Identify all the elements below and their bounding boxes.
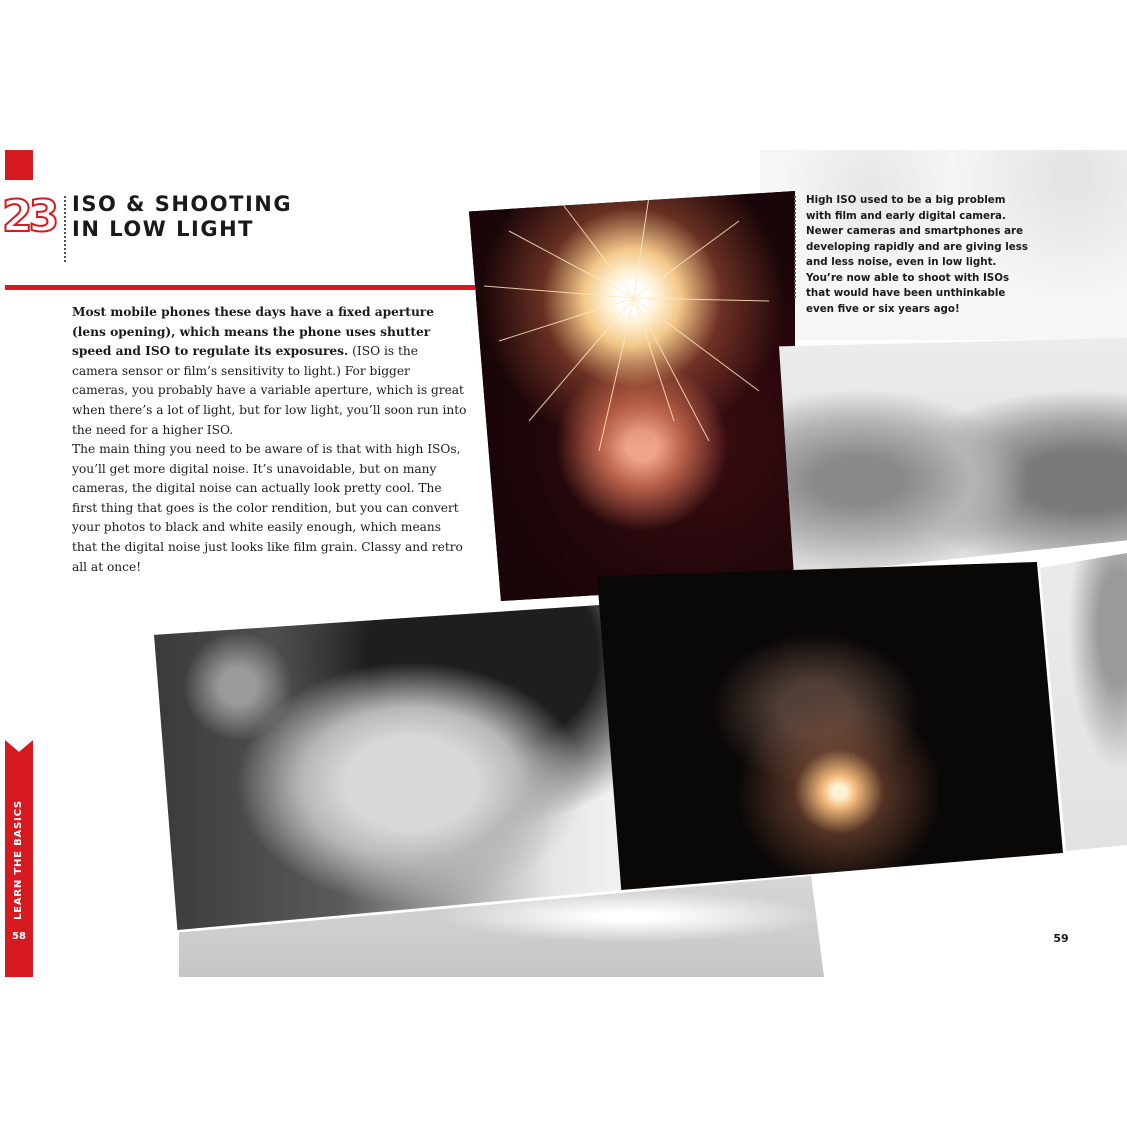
page-number-right: 59 (1053, 932, 1069, 945)
section-label: LEARN THE BASICS (13, 800, 24, 920)
sparkler-rays (469, 191, 795, 601)
owls-photo (779, 338, 1127, 576)
paragraph-rest: (ISO is the camera sensor or film’s sensitivity to light.) For bigger cameras, you probably have a variable aperture, which is great when there’s a lot of light, but for low light, you’ll soon run into the need for a higher ISO. (72, 344, 467, 437)
paragraph-lead: Most mobile phones these days have a fixed aperture (lens opening), which means the phone uses shutter speed and ISO to regulate its exposures. (72, 305, 434, 359)
title-underline-rule (5, 285, 475, 290)
body-paragraph-1 (72, 303, 467, 440)
bonfire-photo (597, 562, 1063, 890)
title-dotted-divider (64, 196, 66, 262)
body-paragraph-2: The main thing you need to be aware of is that with high ISOs, you’ll get more digital noise. It’s unavoidable, but on many cameras, the digital noise can actually look pretty cool. The first thing that goes is the color rendition, but you can convert your photos to black and white easily enough, which means that the digital noise just looks like film grain. Classy and retro all at once! (72, 442, 463, 574)
chapter-title-line-1: ISO & SHOOTING (72, 192, 293, 216)
chapter-title (72, 192, 452, 242)
chapter-number: 23 (2, 191, 56, 242)
corner-accent-block (5, 150, 33, 180)
caption-dotted-divider (794, 196, 796, 298)
page-number-left: 58 (12, 931, 26, 942)
portrait-photo (154, 605, 622, 930)
iso-caption-text: High ISO used to be a big problem with film and early digital camera. Newer cameras and smartphones are developing rapidly and are giving less and less noise, even in low light. You’re now able to shoot with ISOs that would have been unthinkable even five or six years ago! (806, 194, 1028, 315)
chapter-title-line-2: IN LOW LIGHT (72, 217, 254, 241)
